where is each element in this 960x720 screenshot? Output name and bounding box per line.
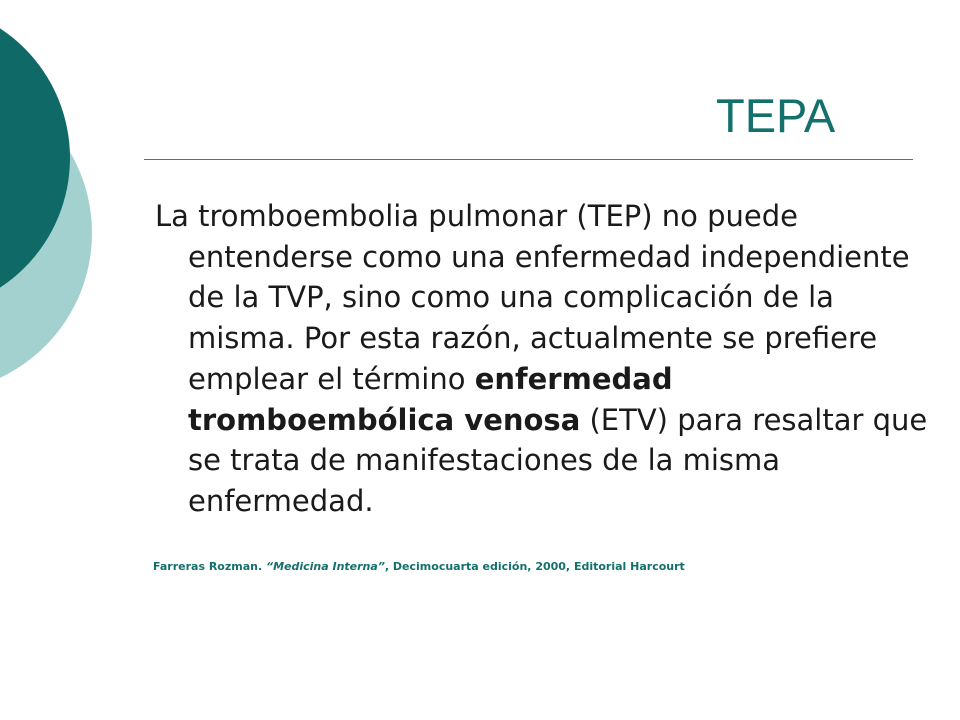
decorative-circles xyxy=(0,0,140,400)
citation-work-title: “Medicina Interna” xyxy=(265,560,385,573)
body-text-intro: La tromboembolia pulmonar (TEP) no puede entenderse como una enfermedad independiente de la TVP, sino como una complicación de la misma. Por esta razón, actualmente se prefiere emplear el término xyxy=(155,199,910,396)
slide-title: TEPA xyxy=(716,89,836,142)
slide-body-paragraph xyxy=(155,196,948,522)
source-citation xyxy=(153,559,685,575)
body-bold-term: enfermedad tromboembólica venosa xyxy=(188,361,673,437)
citation-author: Farreras Rozman. xyxy=(153,560,266,573)
decorative-circles-graphic xyxy=(0,0,140,400)
citation-details: , Decimocuarta edición, 2000, Editorial Harcourt xyxy=(384,560,685,573)
title-divider xyxy=(144,159,913,160)
body-text-conclusion: (ETV) para resaltar que se trata de manifestaciones de la misma enfermedad. xyxy=(188,402,928,518)
